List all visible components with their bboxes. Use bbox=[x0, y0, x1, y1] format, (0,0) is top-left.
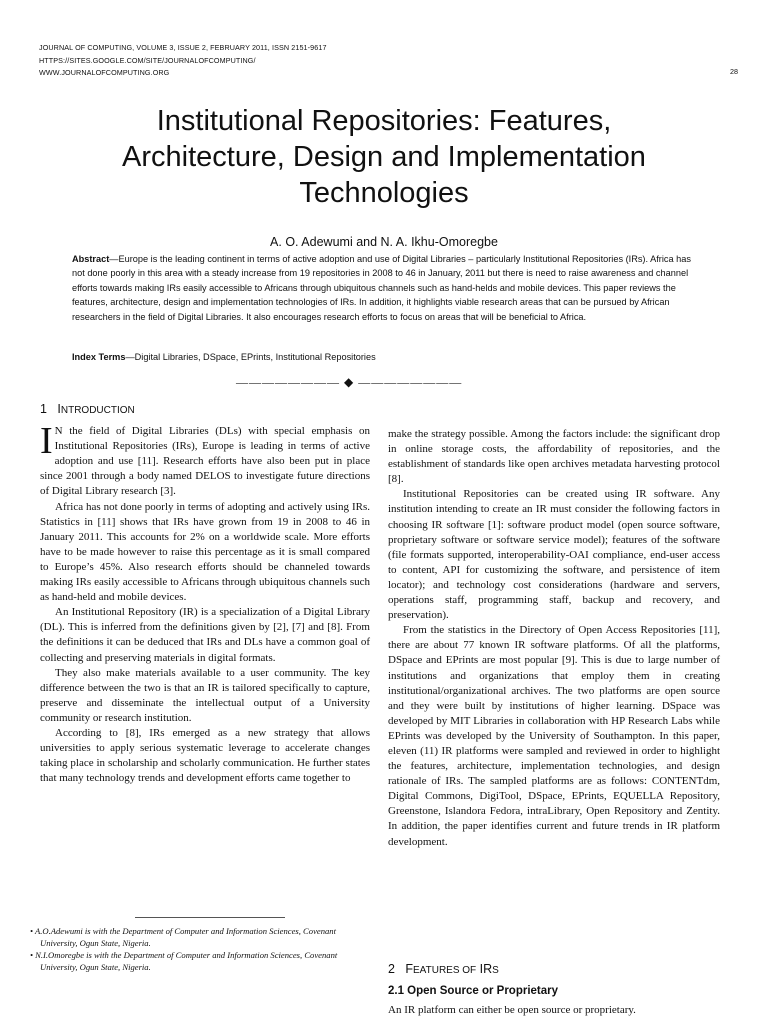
page-number: 28 bbox=[730, 67, 738, 76]
index-terms-label: Index Terms bbox=[72, 352, 126, 362]
paper-title bbox=[40, 103, 728, 211]
paragraph: An Institutional Repository (IR) is a specialization of a Digital Library (DL). This is inferred from the definitions given by [2], [7] and [8]. From the definitions it can be deduced that IRs and DLs have a common goal of collecting and preserving materials in digital formats. bbox=[40, 606, 370, 664]
section-1-number: 1 bbox=[40, 402, 47, 416]
journal-header-line-3: WWW.JOURNALOFCOMPUTING.ORG bbox=[39, 68, 170, 77]
paragraph: From the statistics in the Directory of Open Access Repositories [11], there are about 77 known IR software platforms. Of all the platforms, DSpace and EPrints are most popular [9]. This is due to large number of institutions and organizations that employ them in creating institutional/organizational archives. The two platforms are open source and they were built by institutions of higher learning. DSpace was developed by MIT Libraries in collaboration with HP Research Labs while EPrints was developed by the University of Southampton. In this paper, eleven (11) IR platforms were sampled and reviewed in order to highlight the features, architecture, implementation technologies, and design rationale of IRs. The sampled platforms are as follows: CONTENTdm, Digital Commons, DigiTool, DSpace, EPrints, EQUELLA Repository, Greenstone, Islandora Fedora, intraLibrary, Open Repository and Zentity. In addition, the paper identifies current and future trends in IR platform development. bbox=[388, 624, 720, 848]
paragraph: They also make materials available to a user community. The key difference between the two is that an IR is tailored specifically to capture, preserve and disseminate the intellectual output of a University community or research institution. bbox=[40, 666, 370, 724]
section-2-heading bbox=[388, 962, 499, 976]
index-terms-text: —Digital Libraries, DSpace, EPrints, Institutional Repositories bbox=[125, 352, 376, 362]
section-1-title-rest: NTRODUCTION bbox=[60, 405, 135, 416]
paragraph-text: N the field of Digital Libraries (DLs) with special emphasis on Institutional Repositories (IRs), Europe is leading in terms of active adoption and use [11]. Research efforts have also been put in place since 2001 through a body named DELOS to investigate future directions of Digital Library research [3]. bbox=[40, 425, 370, 498]
section-1-title-first: I bbox=[57, 402, 61, 416]
abstract bbox=[72, 252, 696, 324]
paper-title-line-3: Technologies bbox=[299, 177, 469, 210]
footnote-rule bbox=[135, 917, 285, 918]
paragraph: make the strategy possible. Among the factors include: the significant drop in online storage costs, the affordability of repositories, and the establishment of standards like open archives metadata harvesting protocol [8]. bbox=[388, 428, 720, 486]
paper-title-line-2: Architecture, Design and Implementation bbox=[122, 141, 646, 174]
paragraph: Institutional Repositories can be created using IR software. Any institution intending to create an IR must consider the following factors in choosing IR software [1]: software product model (open source software, proprietary software or software service model); features of the software (file formats supported, interoperability-OAI compliance, end-user access to content, API for customizing the software, and persistence of item locator); and technology cost considerations (hardware and servers, operations staff, programming staff, backup and recovery, and preservation). bbox=[388, 488, 720, 622]
section-2-title-s: S bbox=[492, 965, 499, 976]
footnotes bbox=[30, 925, 370, 973]
abstract-label: Abstract bbox=[72, 254, 110, 264]
section-divider: ———————— ◆ ———————— bbox=[236, 375, 463, 389]
paper-title-line-1: Institutional Repositories: Features, bbox=[156, 105, 612, 138]
section-1-heading bbox=[40, 402, 370, 418]
subsection-2-1-heading: 2.1 Open Source or Proprietary bbox=[388, 985, 559, 997]
section-2-title-tail: IR bbox=[476, 962, 493, 976]
footnote: • A.O.Adewumi is with the Department of Computer and Information Sciences, Covenant University, Ogun State, Nigeria. bbox=[30, 926, 336, 948]
section-2-title-rest: EATURES OF bbox=[413, 965, 477, 976]
index-terms bbox=[72, 352, 696, 362]
section-2-title-first: F bbox=[405, 962, 414, 976]
footnote: • N.I.Omoregbe is with the Department of Computer and Information Sciences, Covenant University, Ogun State, Nigeria. bbox=[30, 950, 338, 972]
journal-header-line-1: JOURNAL OF COMPUTING, VOLUME 3, ISSUE 2, FEBRUARY 2011, ISSN 2151-9617 bbox=[39, 43, 327, 52]
section-2-number: 2 bbox=[388, 962, 395, 976]
paragraph: According to [8], IRs emerged as a new strategy that allows universities to apply serious systematic leverage to accelerate changes taking place in scholarship and scholarly communication. He further states that many technology trends and development efforts came together to bbox=[40, 726, 370, 785]
authors: A. O. Adewumi and N. A. Ikhu-Omoregbe bbox=[270, 235, 498, 249]
paragraph: An IR platform can either be open source or proprietary. bbox=[388, 1004, 636, 1016]
journal-header bbox=[39, 42, 327, 80]
paragraph: Africa has not done poorly in terms of adopting and actively using IRs. Statistics in [11] shows that IRs have grown from 19 in 2008 to 46 in January 2011. This accounts for 2% on a worldwide scale. More efforts have to be made however to raise this percentage as it is small compared to Europe’s 45%. Also research efforts should be channeled towards making IRs easily accessible to Africans through ubiquitous channels such as hand-held and mobile devices. bbox=[40, 500, 370, 604]
left-column bbox=[40, 402, 370, 786]
drop-cap: I bbox=[40, 420, 53, 463]
abstract-text: —Europe is the leading continent in terms of active adoption and use of Digital Libraries – particularly Institutional Repositories (IRs). Africa has not done poorly in this area with a steady increase from 19 repositories in 2008 to 46 in January, 2011 but there is need to raise awareness and channel efforts towards making IRs easily accessible to Africans through ubiquitous channels such as hand-helds and mobile devices. This paper reviews the features, architecture, design and implementation technologies of IRs. In addition, it highlights viable research areas that can be pursued by African researchers in the field of Digital Libraries. It also encourages research efforts to focus on areas that will be beneficial to Africa. bbox=[72, 254, 691, 322]
paragraph bbox=[40, 420, 370, 499]
journal-header-line-2: HTTPS://SITES.GOOGLE.COM/SITE/JOURNALOFCOMPUTING/ bbox=[39, 55, 256, 65]
right-column bbox=[388, 427, 720, 850]
